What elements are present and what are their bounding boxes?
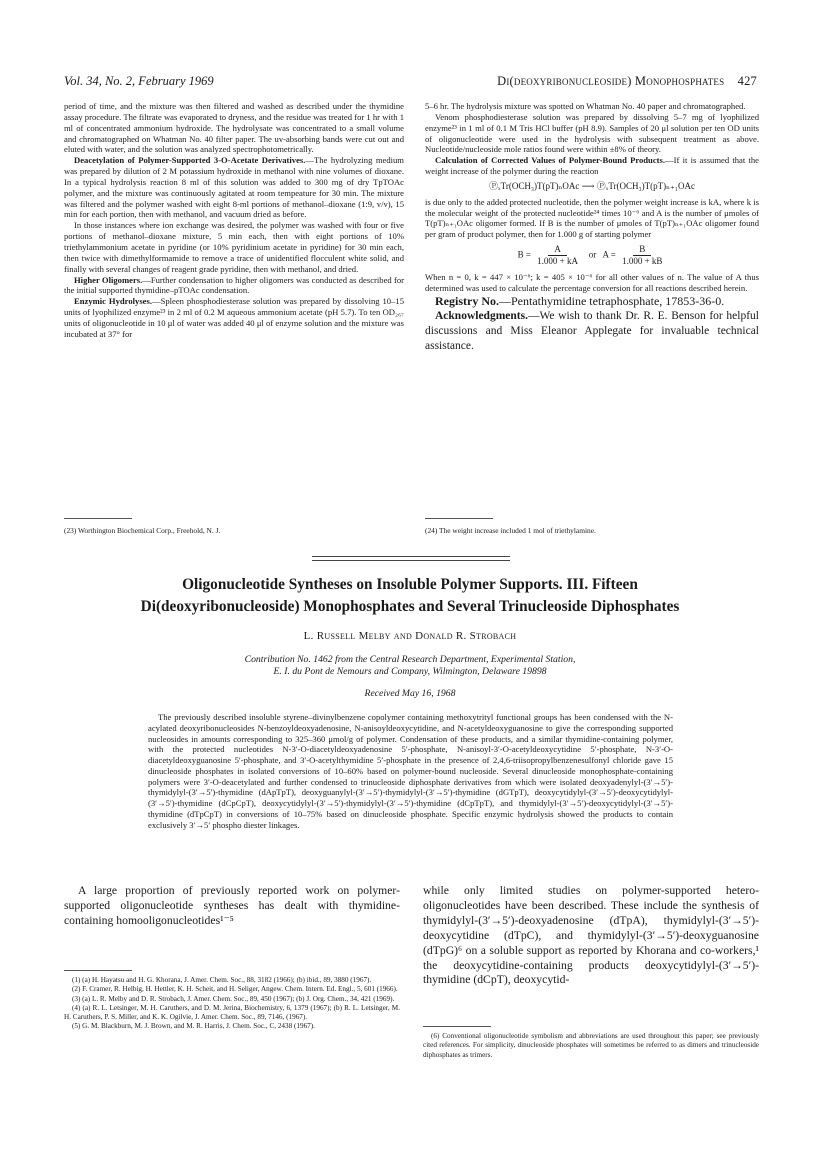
article-affiliation xyxy=(60,654,760,678)
paragraph xyxy=(64,275,404,297)
footnote-rule xyxy=(64,518,132,519)
left-column-experimental xyxy=(64,101,404,340)
footnote-4: (4) (a) R. L. Letsinger, M. H. Caruthers, and D. M. Jerina, Biochemistry, 6, 1379 (1967); (b) R. L. Letsinger, M. H. Caruthers, P. S. Miller, and K. K. Ogilvie, J. Amer. Chem. Soc., 89, 7146, (1967). xyxy=(64,1003,400,1022)
equation-rhs: A = xyxy=(602,249,616,260)
right-column-experimental xyxy=(425,101,759,354)
affiliation-line: E. I. du Pont de Nemours and Company, Wilmington, Delaware 19898 xyxy=(273,666,547,677)
footnote-rule xyxy=(423,1026,491,1027)
fraction xyxy=(533,244,582,267)
footnote-6: (6) Conventional oligonucleotide symbolism and abbreviations are used throughout this paper; see previously cited references. For simplicity, dinucleoside phosphates will sometimes be referred to as dimers and trinucleoside diphosphates as trimers. xyxy=(423,1032,759,1059)
footnotes-right xyxy=(423,1032,759,1060)
footnote-2: (2) F. Cramer, R. Helbig, H. Hettler, K. H. Scheit, and H. Seliger, Angew. Chem. Intern. Ed. Engl., 5, 601 (1966). xyxy=(72,985,398,994)
fraction-numerator: A xyxy=(548,244,567,256)
reaction-equation: ⓅₓTr(OCH₃)T(pT)ₙOAc ⟶ ⓅₓTr(OCH₃)T(pT)ₙ₊₁OAc xyxy=(489,180,695,191)
paragraph-text: —If it is assumed that the weight increase of the polymer during the reaction xyxy=(425,155,759,177)
footnote-rule xyxy=(425,518,493,519)
paragraph: In those instances where ion exchange was desired, the polymer was washed with four or five portions of methanol–dioxane mixture, 5 min each, then with eight portions of 10% triethylammonium acetate in pyridine (or 10% pyridinium acetate in pyridine) for 30 min each, then twice with dimethylformamide to remove a trace of unidentified flocculent white solid, and finally with several changes of reagent grade pyridine, then with methanol, and dried. xyxy=(64,220,404,274)
page-number: 427 xyxy=(737,74,757,88)
paragraph: period of time, and the mixture was then filtered and washed as described under the thymidine assay procedure. The filtrate was evaporated to dryness, and the residue was treated for 1 hr with 1 ml of concentrated ammonium hydroxide. The hydrolysate was concentrated to a small volume and chromatographed on Whatman No. 40 filter paper. The uv-absorbing bands were cut out and eluted with water, and the solution was analyzed spectrophotometrically. xyxy=(64,101,404,155)
equation-lhs: B = xyxy=(517,249,531,260)
registry-text: —Pentathymidine tetraphosphate, 17853-36-0. xyxy=(498,293,725,308)
article-separator xyxy=(312,556,510,561)
footnote-3: (3) (a) L. R. Melby and D. R. Strobach, J. Amer. Chem. Soc., 89, 450 (1967); (b) J. Org. Chem., 34, 421 (1969). xyxy=(72,994,395,1003)
footnotes-left xyxy=(64,976,400,1032)
running-header-text: Di(deoxyribonucleoside) Monophosphates xyxy=(497,74,725,88)
registry-heading: Registry No. xyxy=(435,293,499,308)
paragraph: Venom phosphodiesterase solution was prepared by dissolving 5–7 mg of lyophilized enzyme²³ in 1 ml of 0.1 M Tris HCl buffer (pH 8.9). Samples of 20 μl solution per ten OD units of oligonucleotide were used in the hydrolysis with subsequent treatment as above. Nucleotide/nucleoside mole ratios found were within ±8% of theory. xyxy=(425,111,759,155)
paragraph-text: —The hydrolyzing medium was prepared by dilution of 2 M potassium hydroxide in methanol with nine volumes of dioxane. In a typical hydrolysis reaction 8 ml of this solution was added to 300 mg of dry TpTOAc polymer, and the mixture was continuously agitated at room tempeature for 30 min. The mixture was filtered and the polymer washed with eight 8-ml portions of methanol–dioxane (1:9, v/v), 15 min for each portion, then with methanol, and vacuum dried as before. xyxy=(64,155,404,220)
intro-paragraph-right: while only limited studies on polymer-supported hetero-oligonucleotides have been described. These include the synthesis of thymidylyl-(3′→5′)-deoxyadenosine (dTpA), thymidylyl-(3′→5′)-deoxycytidine (dTpC), and thymidylyl-(3′→5′)-deoxyguanosine (dTpG)⁶ on a soluble support as reported by Khorana and co-workers,¹ the deoxycytidine-containing products deoxycytidylyl-(3′→5′)-thymidine (dCpT), deoxycytid- xyxy=(423,884,759,987)
registry-paragraph xyxy=(425,294,759,309)
affiliation-line: Contribution No. 1462 from the Central Research Department, Experimental Station, xyxy=(244,654,576,665)
article-authors: L. Russell Melby and Donald R. Strobach xyxy=(303,630,517,642)
paragraph: 5–6 hr. The hydrolysis mixture was spotted on Whatman No. 40 paper and chromatographed. xyxy=(425,101,746,111)
fraction-numerator: B xyxy=(633,244,651,256)
footnote-23: (23) Worthington Biochemical Corp., Freehold, N. J. xyxy=(64,526,221,535)
footnote-1: (1) (a) H. Hayatsu and H. G. Khorana, J. Amer. Chem. Soc., 88, 3182 (1966); (b) ibid., 89, 3880 (1967). xyxy=(72,976,372,984)
intro-paragraph-left: A large proportion of previously reported work on polymer-supported oligonucleotide syntheses has dealt with thymidine-containing homooligonucleotides¹⁻⁵ xyxy=(64,884,400,927)
fraction-denominator: 1.000 + kB xyxy=(622,256,663,267)
paragraph xyxy=(425,155,759,177)
acknowledgments-paragraph xyxy=(425,309,759,355)
section-heading: Enzymic Hydrolyses. xyxy=(74,296,152,307)
paragraph: When n = 0, k = 447 × 10⁻⁶; k = 405 × 10⁻⁶ for all other values of n. The value of A thus determined was used to calculate the percentage conversion for all reactions described herein. xyxy=(425,272,759,293)
paragraph-text: —Spleen phosphodiesterase solution was prepared by dissolving 10–15 units of lyophilized enzyme²³ in 2 ml of 0.2 M aqueous ammonium acetate (pH 5.7). To ten OD₂₆₇ units of oligonucleotide in 10 μl of water was added 40 μl of enzyme solution and the mixture was incubated at 37° for xyxy=(64,296,404,339)
paragraph xyxy=(64,296,404,339)
acknowledgments-heading: Acknowledgments. xyxy=(435,309,528,322)
fraction-denominator: 1.000 + kA xyxy=(537,256,578,267)
fraction xyxy=(618,244,666,267)
footnote-rule xyxy=(64,970,132,971)
received-date: Received May 16, 1968 xyxy=(364,688,456,699)
conversion-equation xyxy=(425,244,759,267)
running-header-title xyxy=(497,74,757,89)
section-heading: Higher Oligomers. xyxy=(74,274,143,285)
equation-or: or xyxy=(588,249,597,260)
footnote-5: (5) G. M. Blackburn, M. J. Brown, and M. R. Harris, J. Chem. Soc., C, 2438 (1967). xyxy=(72,1022,315,1031)
section-heading: Calculation of Corrected Values of Polymer-Bound Products. xyxy=(435,155,666,166)
article-title-line2: Di(deoxyribonucleoside) Monophosphates and Several Trinucleoside Diphosphates xyxy=(140,598,680,615)
running-header-volume: Vol. 34, No. 2, February 1969 xyxy=(64,74,214,88)
article-title-line1: Oligonucleotide Syntheses on Insoluble Polymer Supports. III. Fifteen xyxy=(182,576,638,593)
article-abstract: The previously described insoluble styrene–divinylbenzene copolymer containing methoxytrityl functional groups has been condensed with the N-acylated deoxyribonucleosides N-benzoyldeoxyadenosine, N-anisoyldeoxycytidine, and N-acetyldeoxyguanosine to give the corresponding supported nucleosides in amounts corresponding to 325–360 μmol/g of polymer. Condensation of these products, and a similar thymidine-containing polymer, with the protected nucleotides N-3′-O-diacetyldeoxyadenosine 5′-phosphate, N-anisoyl-3′-O-acetyldeoxycytidine 5′-phosphate, N-3′-O-diacetyldeoxyguanosine 5′-phosphate, and 3′-O-acetylthymidine 5′-phosphate in the presence of 2,4,6-triisopropylbenzenesulfonyl chloride gave 15 dinucleoside phosphates in isolated conversions of 10–60% based on polymer-bound nucleoside. Several dinucleoside monophosphate-containing polymers were 3′-O-deacetylated and further condensed to trinucleoside diphosphate derivatives from which were isolated deoxyadenylyl-(3′→5′)-thymidylyl-(3′→5′)-thymidine (dApTpT), deoxyguanylyl-(3′→5′)-thymidylyl-(3′→5′)-thymidine (dGTpT), deoxycytidylyl-(3′→5′)-deoxycytidylyl-(3′→5′)-thymidine (dCpCpT), deoxycytidylyl-(3′→5′)-thymidylyl-(3′→5′)-thymidine (dCpTpT), and thymidylyl-(3′→5′)-deoxycytidylyl-(3′→5′)-thymidine (dTpCpT) in conversions of 10–75% based on dinucleoside phosphate. Specific enzymic hydrolysis showed the products to contain exclusively 3′→5′ phospho diester linkages. xyxy=(148,712,673,830)
paragraph-text: —Further condensation to higher oligomers was conducted as described for the initial supported thymidine–pTOAc condensation. xyxy=(64,274,404,296)
footnote-24: (24) The weight increase included 1 mol of triethylamine. xyxy=(425,526,596,535)
paragraph xyxy=(64,155,404,220)
section-heading: Deacetylation of Polymer-Supported 3-O-Acetate Derivatives. xyxy=(74,155,306,166)
paragraph: is due only to the added protected nucleotide, then the polymer weight increase is kA, where k is the molecular weight of the protected nucleotide²⁴ times 10⁻⁶ and A is the number of μmoles of T(pT)ₙ₊₁OAc oligomer formed. If B is the number of μmoles of T(pT)ₙ₊₁OAc oligomer found per gram of product polymer, then for 1.000 g of starting polymer xyxy=(425,196,759,240)
acknowledgments-text: —We wish to thank Dr. R. E. Benson for helpful discussions and Miss Eleanor Applegate for invaluable technical assistance. xyxy=(425,309,759,353)
